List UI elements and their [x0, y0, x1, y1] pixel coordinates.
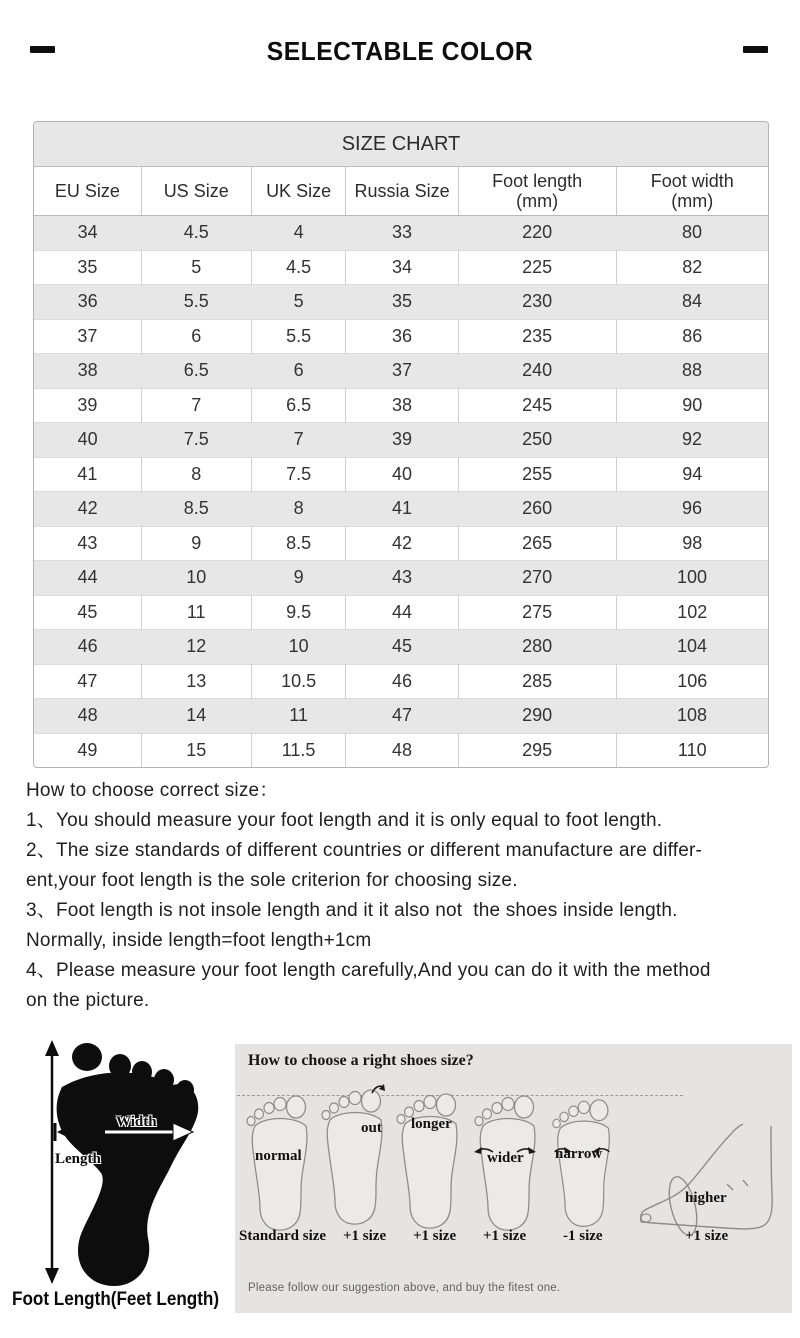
size-row: [34, 423, 768, 458]
size-cell: 250: [458, 423, 616, 458]
size-cell: 6.5: [141, 354, 251, 389]
column-header-foot-width: Foot width (mm): [616, 167, 768, 216]
size-cell: 35: [34, 250, 141, 285]
size-table-body: [34, 216, 768, 768]
column-header-foot-length: Foot length (mm): [458, 167, 616, 216]
size-row: [34, 354, 768, 389]
size-cell: 5: [141, 250, 251, 285]
size-cell: 5.5: [251, 319, 346, 354]
foot-caption-narrow: -1 size: [563, 1228, 603, 1244]
size-cell: 82: [616, 250, 768, 285]
size-cell: 8.5: [141, 492, 251, 527]
size-cell: 11.5: [251, 733, 346, 767]
size-cell: 42: [346, 526, 458, 561]
size-row: [34, 388, 768, 423]
size-cell: 34: [34, 216, 141, 251]
size-cell: 39: [346, 423, 458, 458]
column-header-us: US Size: [141, 167, 251, 216]
size-cell: 36: [34, 285, 141, 320]
instruction-line: ent,your foot length is the sole criterion for choosing size.: [26, 870, 518, 891]
instruction-line: Normally, inside length=foot length+1cm: [26, 930, 372, 951]
width-label: Width: [116, 1114, 157, 1130]
size-cell: 47: [34, 664, 141, 699]
size-cell: 290: [458, 699, 616, 734]
size-row: [34, 664, 768, 699]
size-cell: 240: [458, 354, 616, 389]
size-cell: 44: [346, 595, 458, 630]
size-cell: 280: [458, 630, 616, 665]
size-cell: 245: [458, 388, 616, 423]
foot-longer-icon: [393, 1092, 463, 1232]
size-cell: 39: [34, 388, 141, 423]
size-cell: 295: [458, 733, 616, 767]
instruction-line: How to choose correct size：: [26, 780, 279, 801]
size-cell: 5.5: [141, 285, 251, 320]
size-cell: 43: [346, 561, 458, 596]
size-chart: [33, 121, 769, 768]
size-cell: 225: [458, 250, 616, 285]
size-cell: 88: [616, 354, 768, 389]
size-cell: 7: [141, 388, 251, 423]
size-cell: 33: [346, 216, 458, 251]
size-cell: 275: [458, 595, 616, 630]
size-row: [34, 526, 768, 561]
size-cell: 220: [458, 216, 616, 251]
size-row: [34, 457, 768, 492]
size-cell: 10: [251, 630, 346, 665]
size-cell: 104: [616, 630, 768, 665]
size-row: [34, 216, 768, 251]
foot-label-normal: normal: [255, 1148, 302, 1164]
size-cell: 5: [251, 285, 346, 320]
footprint-icon: [15, 1035, 235, 1315]
foot-side-higher-icon: [635, 1122, 785, 1234]
size-cell: 4.5: [141, 216, 251, 251]
size-cell: 9: [251, 561, 346, 596]
guide-footnote: Please follow our suggestion above, and buy the fitest one.: [248, 1282, 561, 1294]
size-chart-title: SIZE CHART: [34, 122, 768, 167]
size-cell: 35: [346, 285, 458, 320]
size-cell: 36: [346, 319, 458, 354]
size-cell: 41: [34, 457, 141, 492]
size-cell: 9: [141, 526, 251, 561]
column-header-russia: Russia Size: [346, 167, 458, 216]
size-cell: 7: [251, 423, 346, 458]
size-cell: 7.5: [251, 457, 346, 492]
instructions: [26, 776, 786, 1016]
size-row: [34, 492, 768, 527]
foot-caption-longer: +1 size: [413, 1228, 457, 1244]
size-cell: 102: [616, 595, 768, 630]
size-row: [34, 250, 768, 285]
size-cell: 12: [141, 630, 251, 665]
size-cell: 96: [616, 492, 768, 527]
size-cell: 48: [34, 699, 141, 734]
size-cell: 34: [346, 250, 458, 285]
size-cell: 100: [616, 561, 768, 596]
foot-label-narrow: narrow: [555, 1146, 603, 1162]
size-guide-panel: [235, 1044, 792, 1313]
size-cell: 10.5: [251, 664, 346, 699]
size-cell: 92: [616, 423, 768, 458]
foot-length-caption: Foot Length(Feet Length): [12, 1289, 220, 1310]
size-cell: 49: [34, 733, 141, 767]
instruction-line: 3、Foot length is not insole length and it it also not the shoes inside length.: [26, 900, 678, 921]
size-cell: 14: [141, 699, 251, 734]
size-cell: 15: [141, 733, 251, 767]
column-header-uk: UK Size: [251, 167, 346, 216]
size-cell: 235: [458, 319, 616, 354]
size-cell: 44: [34, 561, 141, 596]
header-dash-right-icon: [743, 46, 768, 53]
foot-label-higher: higher: [685, 1190, 727, 1206]
size-cell: 38: [34, 354, 141, 389]
size-cell: 37: [34, 319, 141, 354]
size-cell: 8.5: [251, 526, 346, 561]
size-cell: 108: [616, 699, 768, 734]
size-cell: 106: [616, 664, 768, 699]
instruction-line: on the picture.: [26, 990, 150, 1011]
foot-caption-standard: Standard size: [239, 1228, 327, 1244]
size-cell: 8: [141, 457, 251, 492]
size-cell: 6: [251, 354, 346, 389]
size-cell: 80: [616, 216, 768, 251]
size-cell: 38: [346, 388, 458, 423]
size-cell: 46: [346, 664, 458, 699]
size-cell: 9.5: [251, 595, 346, 630]
size-cell: 98: [616, 526, 768, 561]
size-cell: 46: [34, 630, 141, 665]
foot-label-out: out: [361, 1120, 382, 1136]
size-cell: 43: [34, 526, 141, 561]
size-row: [34, 595, 768, 630]
size-cell: 10: [141, 561, 251, 596]
size-cell: 45: [34, 595, 141, 630]
size-row: [34, 561, 768, 596]
instruction-line: 4、Please measure your foot length carefully,And you can do it with the method: [26, 960, 711, 981]
size-row: [34, 630, 768, 665]
size-cell: 48: [346, 733, 458, 767]
length-label: Length: [55, 1151, 101, 1167]
size-cell: 265: [458, 526, 616, 561]
foot-label-longer: longer: [411, 1116, 452, 1132]
instruction-line: 1、You should measure your foot length and it is only equal to foot length.: [26, 810, 663, 831]
size-cell: 285: [458, 664, 616, 699]
size-cell: 41: [346, 492, 458, 527]
foot-toe-out-icon: [317, 1084, 389, 1228]
size-cell: 8: [251, 492, 346, 527]
size-row: [34, 285, 768, 320]
size-cell: 4: [251, 216, 346, 251]
size-cell: 37: [346, 354, 458, 389]
size-cell: 94: [616, 457, 768, 492]
instruction-line: 2、The size standards of different countries or different manufacture are differ-: [26, 840, 703, 861]
size-row: [34, 733, 768, 767]
size-cell: 11: [141, 595, 251, 630]
foot-caption-out: +1 size: [343, 1228, 387, 1244]
foot-label-wider: wider: [487, 1150, 524, 1166]
foot-narrow-icon: [549, 1094, 615, 1234]
size-table-header-row: [34, 167, 768, 216]
size-cell: 260: [458, 492, 616, 527]
page-title: SELECTABLE COLOR: [266, 36, 534, 66]
size-cell: 42: [34, 492, 141, 527]
size-cell: 84: [616, 285, 768, 320]
size-cell: 7.5: [141, 423, 251, 458]
size-row: [34, 699, 768, 734]
size-cell: 40: [34, 423, 141, 458]
size-cell: 110: [616, 733, 768, 767]
size-cell: 86: [616, 319, 768, 354]
size-cell: 13: [141, 664, 251, 699]
guide-title: How to choose a right shoes size?: [248, 1052, 474, 1069]
foot-measure-figure: [15, 1035, 235, 1315]
size-table: [34, 167, 768, 767]
size-cell: 40: [346, 457, 458, 492]
size-cell: 6: [141, 319, 251, 354]
size-cell: 4.5: [251, 250, 346, 285]
foot-caption-higher: +1 size: [685, 1228, 729, 1244]
foot-caption-wider: +1 size: [483, 1228, 527, 1244]
size-row: [34, 319, 768, 354]
size-cell: 255: [458, 457, 616, 492]
size-cell: 45: [346, 630, 458, 665]
size-cell: 11: [251, 699, 346, 734]
size-cell: 47: [346, 699, 458, 734]
column-header-eu: EU Size: [34, 167, 141, 216]
size-cell: 6.5: [251, 388, 346, 423]
size-cell: 270: [458, 561, 616, 596]
size-cell: 90: [616, 388, 768, 423]
size-cell: 230: [458, 285, 616, 320]
